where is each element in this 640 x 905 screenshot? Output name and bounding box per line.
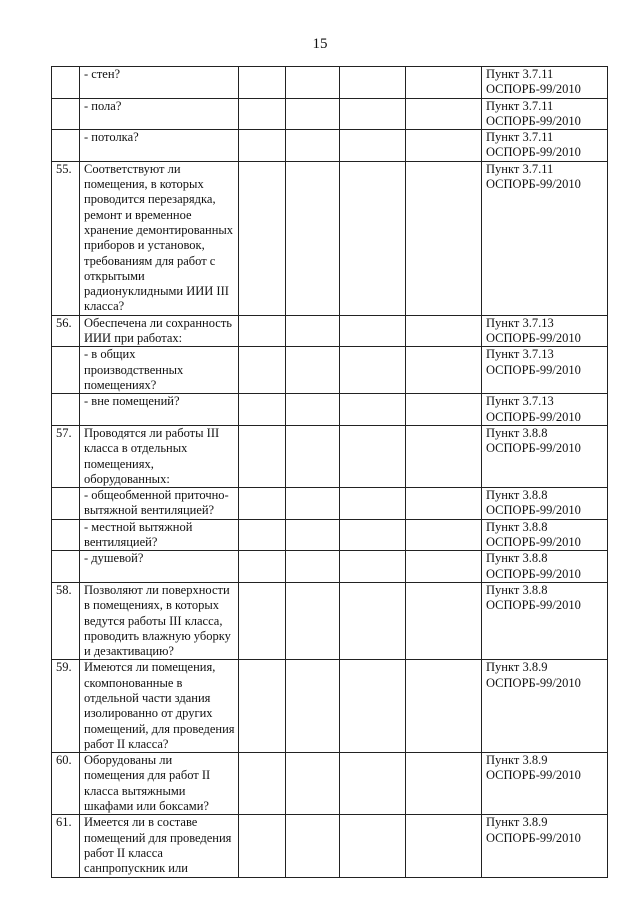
answer-cell: [406, 582, 482, 659]
answer-cell: [286, 815, 340, 877]
question-text: - местной вытяжной вентиляцией?: [80, 519, 239, 551]
question-text: - стен?: [80, 67, 239, 99]
table-row: [52, 660, 608, 753]
item-number: 57.: [52, 425, 80, 487]
item-number: [52, 551, 80, 583]
question-text: - в общих производственных помещениях?: [80, 347, 239, 394]
answer-cell: [340, 425, 406, 487]
question-text: - общеобменной приточно-вытяжной вентиляцией?: [80, 488, 239, 520]
question-text: - вне помещений?: [80, 394, 239, 426]
question-text: Проводятся ли работы III класса в отдельных помещениях, оборудованных:: [80, 425, 239, 487]
answer-cell: [286, 519, 340, 551]
normative-reference: Пункт 3.7.11 ОСПОРБ-99/2010: [482, 67, 608, 99]
item-number: [52, 488, 80, 520]
table-row: [52, 347, 608, 394]
answer-cell: [340, 551, 406, 583]
table-row: [52, 488, 608, 520]
normative-reference: Пункт 3.7.11 ОСПОРБ-99/2010: [482, 161, 608, 315]
answer-cell: [406, 67, 482, 99]
answer-cell: [406, 425, 482, 487]
answer-cell: [239, 551, 286, 583]
answer-cell: [340, 582, 406, 659]
item-number: [52, 347, 80, 394]
checklist-table: [51, 66, 608, 878]
normative-reference: Пункт 3.7.11 ОСПОРБ-99/2010: [482, 130, 608, 162]
answer-cell: [239, 582, 286, 659]
normative-reference: Пункт 3.8.8 ОСПОРБ-99/2010: [482, 425, 608, 487]
answer-cell: [406, 753, 482, 815]
question-text: Имеется ли в составе помещений для проведения работ II класса санпропускник или: [80, 815, 239, 877]
table-row: [52, 394, 608, 426]
answer-cell: [406, 519, 482, 551]
answer-cell: [406, 315, 482, 347]
normative-reference: Пункт 3.7.11 ОСПОРБ-99/2010: [482, 98, 608, 130]
answer-cell: [286, 488, 340, 520]
answer-cell: [286, 98, 340, 130]
normative-reference: Пункт 3.8.8 ОСПОРБ-99/2010: [482, 488, 608, 520]
answer-cell: [340, 67, 406, 99]
item-number: [52, 394, 80, 426]
table-row: [52, 551, 608, 583]
answer-cell: [239, 660, 286, 753]
answer-cell: [286, 551, 340, 583]
answer-cell: [239, 130, 286, 162]
answer-cell: [340, 488, 406, 520]
normative-reference: Пункт 3.8.8 ОСПОРБ-99/2010: [482, 582, 608, 659]
table-row: [52, 161, 608, 315]
answer-cell: [286, 753, 340, 815]
table-row: [52, 582, 608, 659]
answer-cell: [340, 161, 406, 315]
item-number: [52, 67, 80, 99]
question-text: Обеспечена ли сохранность ИИИ при работах:: [80, 315, 239, 347]
answer-cell: [239, 161, 286, 315]
item-number: 60.: [52, 753, 80, 815]
answer-cell: [406, 551, 482, 583]
table-row: [52, 130, 608, 162]
normative-reference: Пункт 3.7.13 ОСПОРБ-99/2010: [482, 347, 608, 394]
answer-cell: [239, 519, 286, 551]
normative-reference: Пункт 3.8.9 ОСПОРБ-99/2010: [482, 815, 608, 877]
answer-cell: [286, 315, 340, 347]
answer-cell: [239, 98, 286, 130]
normative-reference: Пункт 3.7.13 ОСПОРБ-99/2010: [482, 394, 608, 426]
item-number: 56.: [52, 315, 80, 347]
normative-reference: Пункт 3.8.8 ОСПОРБ-99/2010: [482, 551, 608, 583]
answer-cell: [286, 130, 340, 162]
item-number: [52, 98, 80, 130]
answer-cell: [340, 315, 406, 347]
answer-cell: [406, 98, 482, 130]
item-number: [52, 130, 80, 162]
answer-cell: [239, 67, 286, 99]
answer-cell: [406, 815, 482, 877]
answer-cell: [406, 161, 482, 315]
normative-reference: Пункт 3.8.8 ОСПОРБ-99/2010: [482, 519, 608, 551]
answer-cell: [340, 519, 406, 551]
item-number: 55.: [52, 161, 80, 315]
answer-cell: [406, 130, 482, 162]
question-text: Имеются ли помещения, скомпонованные в отдельной части здания изолированно от других помещений, для проведения работ II класса?: [80, 660, 239, 753]
answer-cell: [239, 425, 286, 487]
table-row: [52, 753, 608, 815]
answer-cell: [286, 67, 340, 99]
table-row: [52, 98, 608, 130]
answer-cell: [286, 394, 340, 426]
answer-cell: [286, 582, 340, 659]
item-number: 59.: [52, 660, 80, 753]
answer-cell: [286, 347, 340, 394]
question-text: - пола?: [80, 98, 239, 130]
answer-cell: [340, 753, 406, 815]
answer-cell: [239, 315, 286, 347]
answer-cell: [286, 425, 340, 487]
answer-cell: [340, 394, 406, 426]
table-row: [52, 815, 608, 877]
page-number: 15: [312, 36, 328, 52]
answer-cell: [286, 161, 340, 315]
answer-cell: [340, 815, 406, 877]
normative-reference: Пункт 3.8.9 ОСПОРБ-99/2010: [482, 753, 608, 815]
item-number: [52, 519, 80, 551]
question-text: - душевой?: [80, 551, 239, 583]
answer-cell: [239, 394, 286, 426]
question-text: Оборудованы ли помещения для работ II класса вытяжными шкафами или боксами?: [80, 753, 239, 815]
table-row: [52, 67, 608, 99]
answer-cell: [239, 488, 286, 520]
answer-cell: [340, 98, 406, 130]
answer-cell: [286, 660, 340, 753]
normative-reference: Пункт 3.7.13 ОСПОРБ-99/2010: [482, 315, 608, 347]
table-row: [52, 315, 608, 347]
answer-cell: [239, 815, 286, 877]
question-text: Позволяют ли поверхности в помещениях, в которых ведутся работы III класса, проводить влажную уборку и дезактивацию?: [80, 582, 239, 659]
question-text: Соответствуют ли помещения, в которых проводится перезарядка, ремонт и временное хранение демонтированных приборов и установок, требованиям для работ с открытыми радионуклидными ИИИ III класса?: [80, 161, 239, 315]
answer-cell: [340, 660, 406, 753]
item-number: 61.: [52, 815, 80, 877]
table-row: [52, 519, 608, 551]
normative-reference: Пункт 3.8.9 ОСПОРБ-99/2010: [482, 660, 608, 753]
answer-cell: [239, 753, 286, 815]
answer-cell: [340, 347, 406, 394]
answer-cell: [340, 130, 406, 162]
question-text: - потолка?: [80, 130, 239, 162]
answer-cell: [406, 394, 482, 426]
table-row: [52, 425, 608, 487]
answer-cell: [406, 347, 482, 394]
answer-cell: [406, 488, 482, 520]
item-number: 58.: [52, 582, 80, 659]
answer-cell: [239, 347, 286, 394]
answer-cell: [406, 660, 482, 753]
